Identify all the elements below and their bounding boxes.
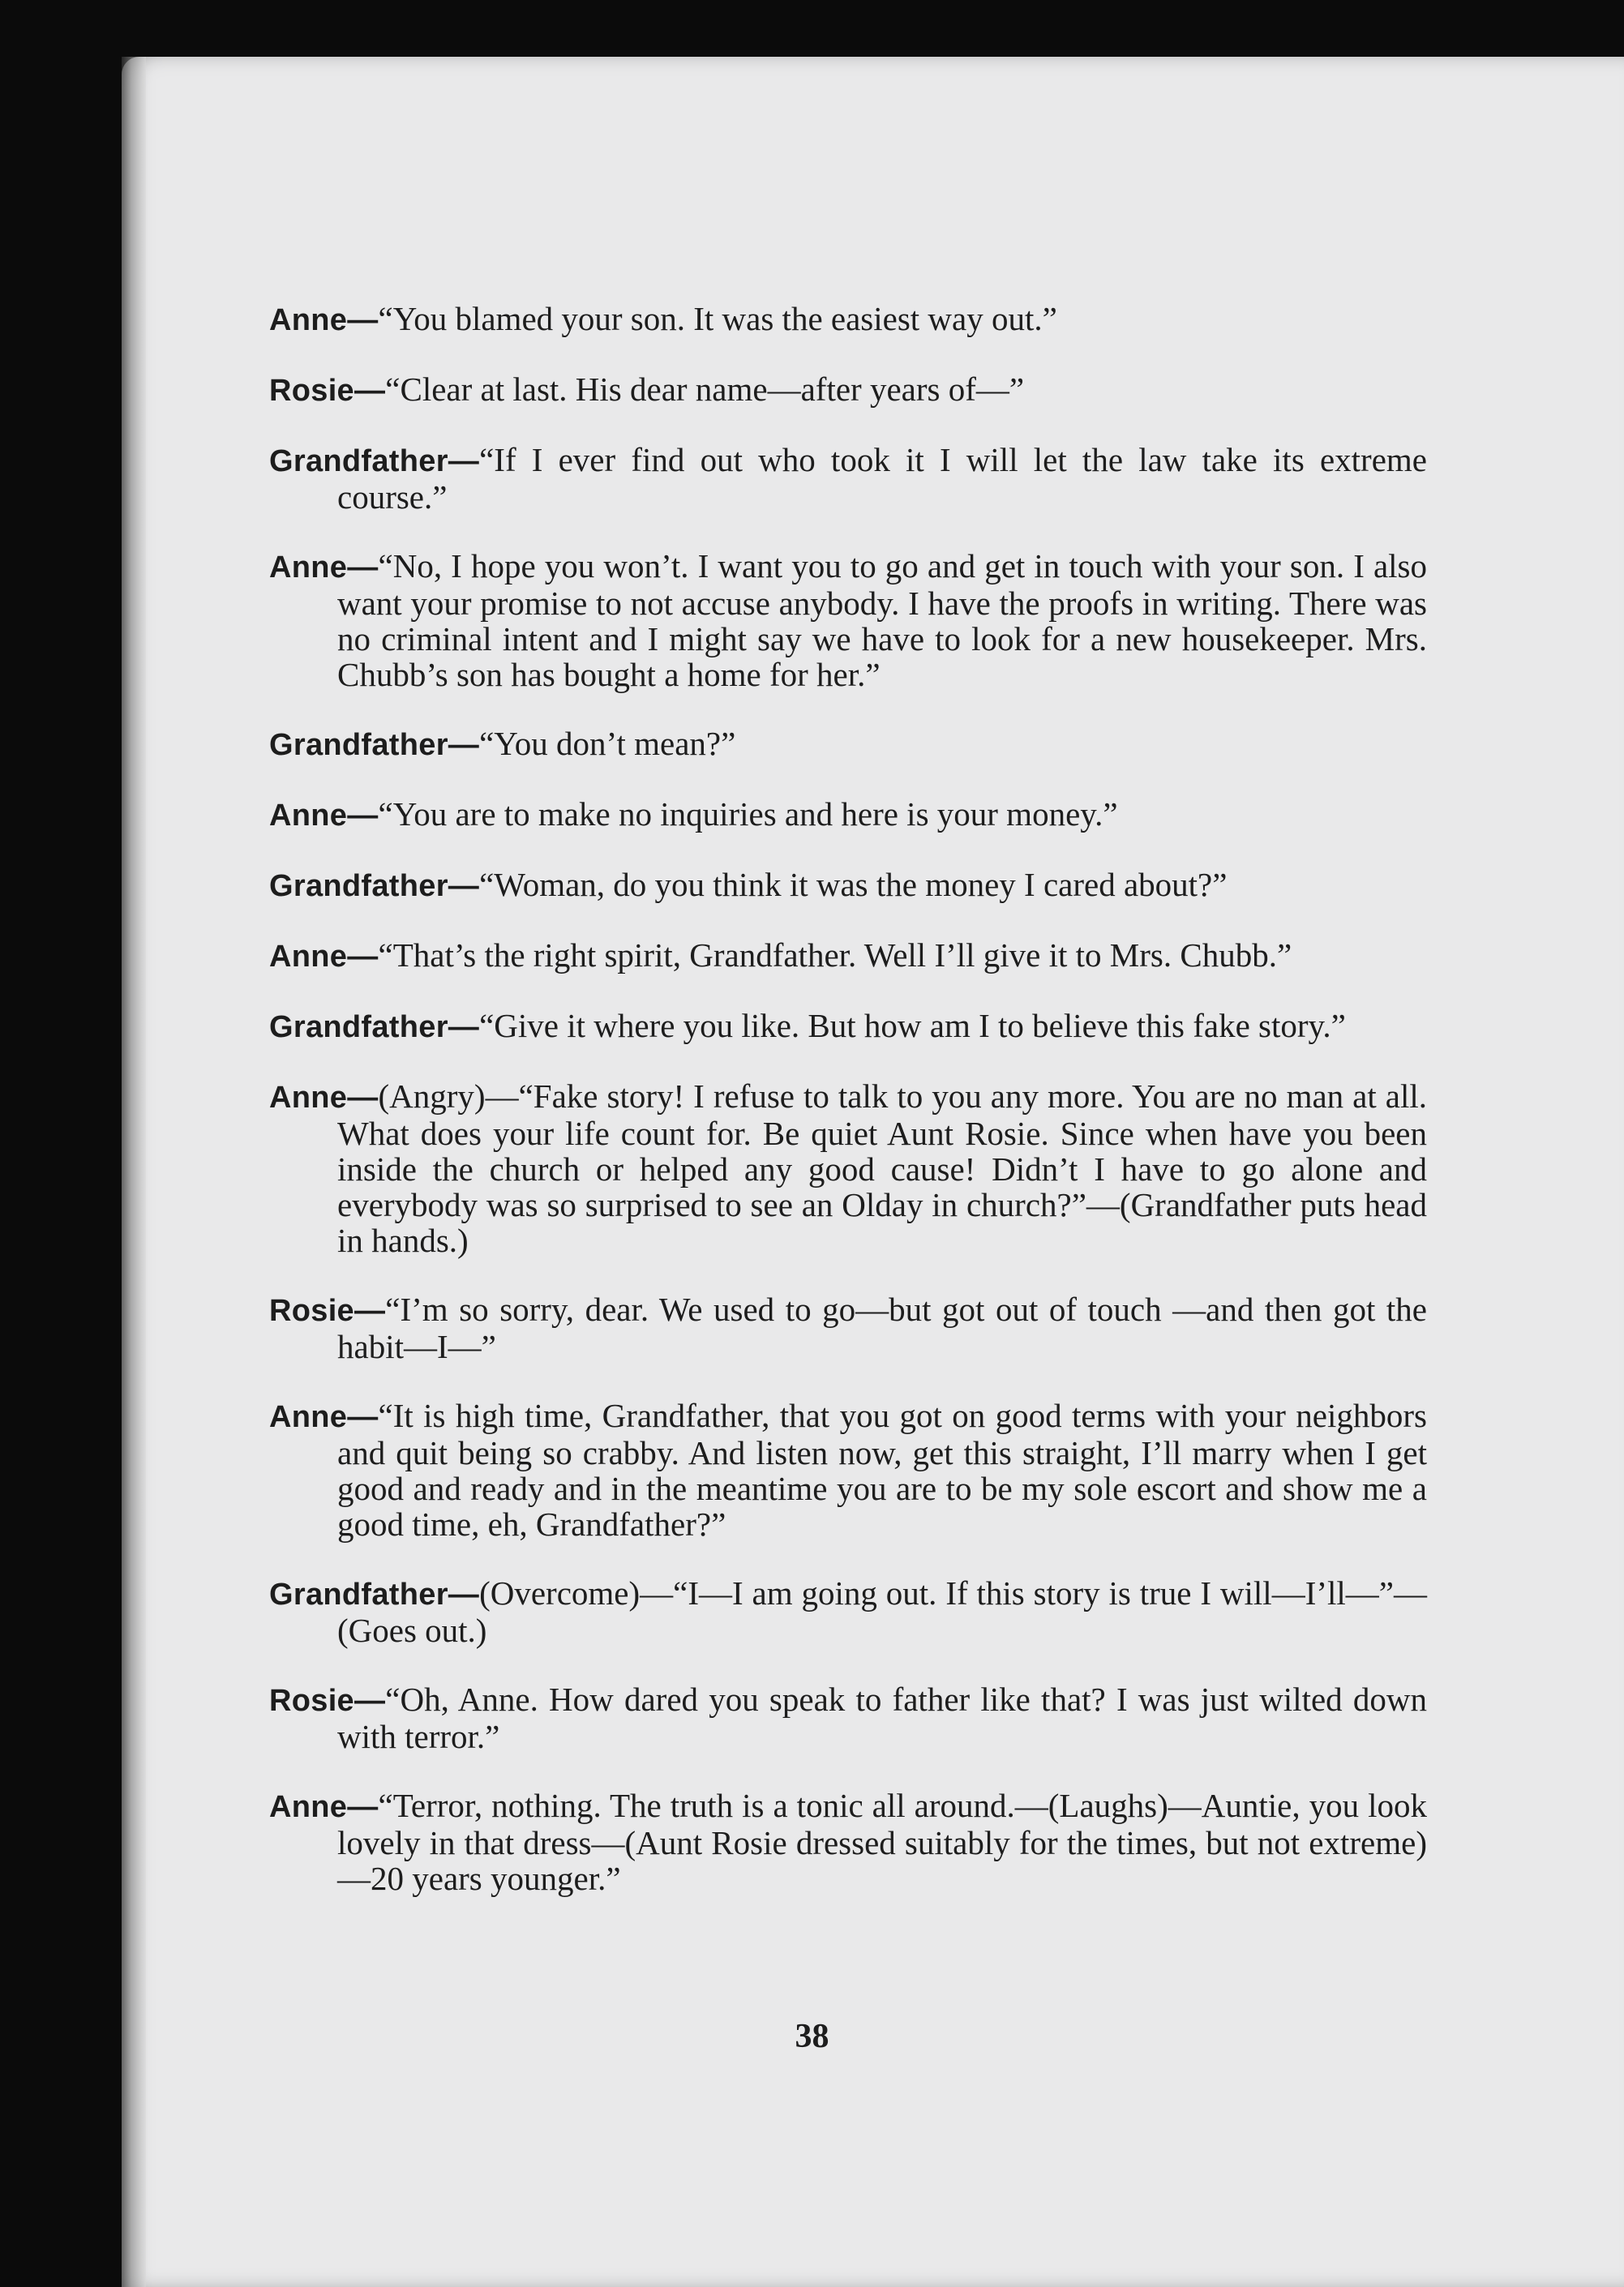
speaker-dash: — bbox=[448, 444, 480, 478]
speaker-name: Grandfather bbox=[269, 444, 448, 478]
speech-text: “No, I hope you won’t. I want you to go and get in touch with your son. I also want your promise to not accuse anybody. I have the proofs in writing. There was no criminal intent and I might say we have to look for a new housekeeper. Mrs. Chubb’s son has bought a home for her.” bbox=[337, 547, 1427, 693]
speaker-dash: — bbox=[347, 940, 379, 974]
speaker-name: Grandfather bbox=[269, 1578, 448, 1612]
speech-text: “Give it where you like. But how am I to believe this fake story.” bbox=[479, 1007, 1346, 1044]
speech-6 bbox=[269, 796, 1427, 833]
speech-text: “I’m so sorry, dear. We used to go—but got out of touch —and then got the habit—I—” bbox=[337, 1291, 1427, 1365]
speaker-name: Anne bbox=[269, 799, 348, 833]
speech-text: “Oh, Anne. How dared you speak to father like that? I was just wilted down with terror.” bbox=[337, 1681, 1427, 1755]
speaker-name: Grandfather bbox=[269, 869, 448, 903]
speaker-dash: — bbox=[354, 374, 386, 408]
speaker-dash: — bbox=[448, 1578, 480, 1612]
speaker-dash: — bbox=[347, 550, 379, 585]
speaker-name: Grandfather bbox=[269, 728, 448, 762]
speech-15 bbox=[269, 1788, 1427, 1896]
speech-2 bbox=[269, 371, 1427, 409]
speaker-name: Grandfather bbox=[269, 1010, 448, 1044]
speech-text: “It is high time, Grandfather, that you got on good terms with your neighbors and quit being so crabby. And listen now, get this straight, I’ll marry when I get good and ready and in the meantime you are to be my sole escort and show me a good time, eh, Grandfather?” bbox=[337, 1397, 1427, 1543]
page-number: 38 bbox=[795, 2018, 829, 2055]
speech-text: “Clear at last. His dear name—after years of—” bbox=[385, 370, 1025, 408]
speech-13 bbox=[269, 1575, 1427, 1648]
dialogue-block bbox=[269, 268, 1427, 1923]
speech-text: “You blamed your son. It was the easiest way out.” bbox=[378, 300, 1057, 337]
speech-7 bbox=[269, 867, 1427, 904]
speaker-dash: — bbox=[347, 1400, 379, 1434]
speech-text: “Woman, do you think it was the money I cared about?” bbox=[479, 866, 1228, 903]
speech-10 bbox=[269, 1078, 1427, 1258]
page-binding-shadow bbox=[122, 57, 146, 2287]
speech-text: “If I ever find out who took it I will let the law take its extreme course.” bbox=[337, 441, 1427, 516]
speaker-name: Anne bbox=[269, 940, 348, 974]
speaker-name: Rosie bbox=[269, 1684, 354, 1718]
speaker-dash: — bbox=[347, 799, 379, 833]
speech-4 bbox=[269, 548, 1427, 692]
speaker-name: Anne bbox=[269, 303, 348, 337]
speaker-name: Rosie bbox=[269, 374, 354, 408]
speaker-dash: — bbox=[347, 303, 379, 337]
speech-14 bbox=[269, 1681, 1427, 1754]
speaker-dash: — bbox=[347, 1790, 379, 1824]
speaker-dash: — bbox=[354, 1294, 386, 1328]
speech-text: “That’s the right spirit, Grandfather. Well I’ll give it to Mrs. Chubb.” bbox=[378, 936, 1292, 974]
speaker-name: Anne bbox=[269, 1081, 348, 1115]
speaker-name: Anne bbox=[269, 1400, 348, 1434]
speaker-dash: — bbox=[448, 869, 480, 903]
speech-text: “Terror, nothing. The truth is a tonic all around.—(Laughs)—Auntie, you look lovely in that dress—(Aunt Rosie dressed suitably for the times, but not extreme)—20 years younger.” bbox=[337, 1787, 1427, 1897]
speech-9 bbox=[269, 1008, 1427, 1045]
speech-text: “You don’t mean?” bbox=[479, 725, 736, 762]
speaker-name: Anne bbox=[269, 550, 348, 585]
speaker-name: Rosie bbox=[269, 1294, 354, 1328]
speaker-name: Anne bbox=[269, 1790, 348, 1824]
speech-11 bbox=[269, 1291, 1427, 1364]
speech-5 bbox=[269, 726, 1427, 763]
speaker-dash: — bbox=[448, 728, 480, 762]
speech-1 bbox=[269, 301, 1427, 338]
speech-12 bbox=[269, 1398, 1427, 1542]
speaker-dash: — bbox=[354, 1684, 386, 1718]
speech-text: (Angry)—“Fake story! I refuse to talk to you any more. You are no man at all. What does your life count for. Be quiet Aunt Rosie. Since when have you been inside the church or helped any good cause! Didn’t I have to go alone and everybody was so surprised to see an Olday in church?”—(Grandfather puts head in hands.) bbox=[337, 1077, 1427, 1259]
speech-3 bbox=[269, 442, 1427, 515]
speech-8 bbox=[269, 937, 1427, 974]
speaker-dash: — bbox=[448, 1010, 480, 1044]
speech-text: (Overcome)—“I—I am going out. If this story is true I will—I’ll—”—(Goes out.) bbox=[337, 1574, 1427, 1649]
speaker-dash: — bbox=[347, 1081, 379, 1115]
speech-text: “You are to make no inquiries and here is your money.” bbox=[378, 795, 1118, 833]
